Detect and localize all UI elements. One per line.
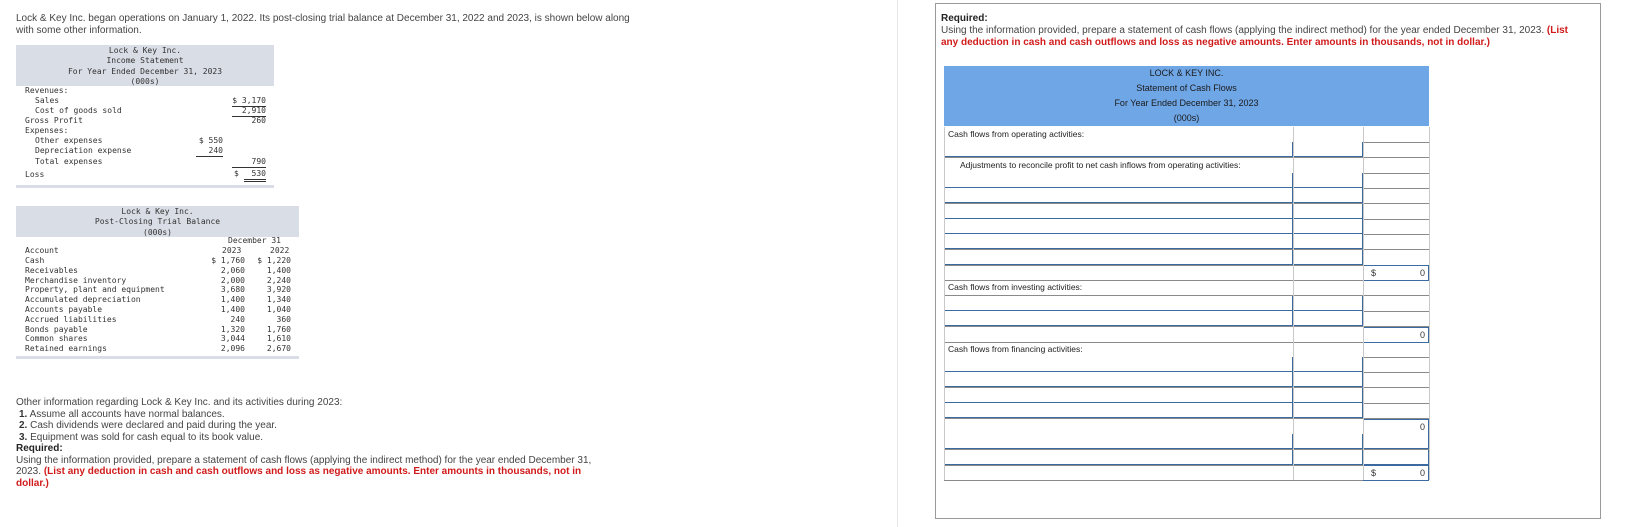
- cf-row: [944, 419, 1429, 435]
- dep-exp-label: Depreciation expense: [35, 146, 132, 155]
- cf-period: For Year Ended December 31, 2023: [944, 96, 1429, 111]
- required-left-red: (List any deduction in cash and cash outflows and loss as negative amounts. Enter amounts in thousands, not in dollar.): [16, 466, 582, 489]
- trial-year-2023: 2023: [222, 246, 242, 255]
- trial-value-2022: 1,400: [266, 265, 291, 275]
- other-info-text: Assume all accounts have normal balances.: [29, 408, 225, 420]
- cf-description-input[interactable]: [944, 142, 1293, 157]
- cf-total-cell: [1363, 327, 1429, 343]
- trial-account: Receivables: [25, 265, 78, 275]
- cf-total-cell: [1363, 419, 1429, 435]
- trial-account: Cash: [25, 256, 45, 265]
- cf-description-input[interactable]: [944, 372, 1293, 387]
- cf-amount-input[interactable]: [1293, 173, 1363, 188]
- cf-total-cell: [1363, 465, 1429, 481]
- cf-amount-input[interactable]: [1293, 188, 1363, 203]
- required-right: [941, 13, 1581, 49]
- cf-section-label: Cash flows from investing activities:: [948, 282, 1083, 292]
- cf-description-input[interactable]: [944, 219, 1293, 234]
- trial-value-2022: $ 1,220: [257, 256, 291, 265]
- trial-value-2022: 3,920: [266, 285, 291, 295]
- intro-text: Lock & Key Inc. began operations on January 1, 2022. Its post-closing trial balance at December 31, 2022 and 2023, is shown below along with some other information.: [16, 13, 630, 36]
- trial-account: Retained earnings: [25, 344, 107, 354]
- cf-description-input[interactable]: [944, 311, 1293, 326]
- revenues-label: Revenues:: [25, 86, 69, 95]
- cf-amount-input[interactable]: [1293, 388, 1363, 403]
- trial-account: Accrued liabilities: [25, 314, 117, 324]
- trial-value-2023: 2,096: [220, 344, 245, 354]
- trial-value-2023: 2,060: [220, 265, 245, 275]
- income-period: For Year Ended December 31, 2023: [67, 66, 223, 76]
- cf-amount-input[interactable]: [1293, 204, 1363, 219]
- income-company: Lock & Key Inc.: [108, 46, 182, 55]
- gross-label: Gross Profit: [25, 116, 83, 125]
- cf-row: [944, 327, 1429, 343]
- other-info-items: [16, 409, 342, 444]
- cf-description-input[interactable]: [944, 450, 1293, 465]
- gross-value: 260: [251, 116, 266, 125]
- required-left: [16, 443, 606, 489]
- other-info-num: 2.: [19, 420, 28, 431]
- income-statement-header: [16, 45, 274, 86]
- cf-description-input[interactable]: [944, 403, 1293, 418]
- cf-amount-input[interactable]: [1293, 357, 1363, 372]
- expenses-label: Expenses:: [25, 126, 69, 135]
- cf-amount-input[interactable]: [1293, 142, 1363, 157]
- trial-value-2022: 1,610: [266, 334, 291, 344]
- other-info-num: 1.: [19, 408, 28, 420]
- cf-section-label: Cash flows from financing activities:: [948, 344, 1083, 354]
- cf-amount-input[interactable]: [1293, 234, 1363, 249]
- cf-total-input[interactable]: [1363, 450, 1429, 465]
- column-divider: [897, 0, 898, 527]
- other-info-text: Cash dividends were declared and paid during the year.: [30, 420, 277, 431]
- trial-company: Lock & Key Inc.: [121, 207, 194, 216]
- cf-amount-input[interactable]: [1293, 372, 1363, 387]
- trial-value-2022: 360: [276, 314, 291, 324]
- trial-account: Property, plant and equipment: [25, 285, 165, 295]
- cf-section-label: Adjustments to reconcile profit to net cash inflows from operating activities:: [960, 160, 1241, 170]
- trial-value-2023: 3,680: [220, 285, 245, 295]
- trial-year-2022: 2022: [270, 246, 290, 255]
- income-footer-bar: [16, 185, 274, 188]
- income-title: Income Statement: [106, 56, 184, 66]
- dep-exp-value: 240: [196, 146, 223, 157]
- trial-account: Accounts payable: [25, 305, 103, 314]
- loss-sign: $: [234, 169, 239, 178]
- trial-value-2022: 1,760: [266, 324, 291, 334]
- cf-description-input[interactable]: [944, 357, 1293, 372]
- cf-total-value: 0: [1419, 330, 1425, 340]
- other-exp-label: Other expenses: [35, 136, 103, 145]
- trial-title: Post-Closing Trial Balance: [94, 217, 221, 227]
- required-left-title: Required:: [16, 443, 63, 454]
- trial-date-header: December 31: [228, 236, 281, 245]
- other-info: [16, 397, 342, 443]
- other-info-item: [16, 420, 342, 432]
- cf-description-input[interactable]: [944, 388, 1293, 403]
- other-info-item: [16, 409, 342, 421]
- trial-units: (000s): [143, 227, 172, 237]
- cf-amount-input[interactable]: [1293, 434, 1363, 449]
- trial-value-2022: 1,340: [266, 295, 291, 305]
- cf-grid-line: [1429, 127, 1430, 480]
- loss-label: Loss: [25, 170, 45, 179]
- cf-grid-line: [1363, 127, 1364, 480]
- loss-value: 530: [244, 169, 266, 182]
- trial-value-2023: 240: [230, 314, 245, 324]
- cf-grid-line: [1293, 127, 1294, 480]
- cf-amount-input[interactable]: [1293, 296, 1363, 311]
- cf-row: [944, 465, 1429, 481]
- trial-value-2022: 1,040: [266, 305, 291, 314]
- trial-account: Bonds payable: [25, 324, 88, 334]
- trial-value-2023: 1,320: [220, 324, 245, 334]
- cf-total-value: 0: [1419, 468, 1425, 478]
- cf-description-input[interactable]: [944, 188, 1293, 203]
- trial-value-2023: 1,400: [220, 305, 245, 314]
- trial-value-2023: 1,400: [220, 295, 245, 305]
- trial-balance-header: [16, 206, 299, 237]
- cf-title: Statement of Cash Flows: [944, 81, 1429, 96]
- cf-description-input[interactable]: [944, 296, 1293, 311]
- trial-account-header: Account: [25, 246, 59, 255]
- cf-amount-input[interactable]: [1293, 311, 1363, 326]
- cf-units: (000s): [944, 111, 1429, 126]
- cf-total-value: 0: [1419, 268, 1425, 278]
- other-info-item: [16, 432, 342, 444]
- cf-section-label: Cash flows from operating activities:: [948, 129, 1085, 139]
- cf-total-value: 0: [1419, 422, 1425, 432]
- trial-value-2022: 2,670: [266, 344, 291, 354]
- other-info-num: 3.: [19, 431, 28, 443]
- trial-value-2023: $ 1,760: [211, 256, 245, 265]
- trial-account: Merchandise inventory: [25, 275, 127, 285]
- cf-grid-line: [944, 127, 945, 480]
- required-right-text: Using the information provided, prepare a statement of cash flows (applying the indirect method) for the year ended December 31, 2023.: [941, 25, 1545, 36]
- cogs-label: Cost of goods sold: [35, 106, 122, 115]
- cf-description-input[interactable]: [944, 234, 1293, 249]
- cf-description-input[interactable]: [944, 250, 1293, 265]
- trial-value-2023: 3,044: [220, 334, 245, 344]
- other-info-text: Equipment was sold for cash equal to its book value.: [30, 431, 264, 443]
- trial-account: Accumulated depreciation: [25, 295, 141, 305]
- cf-dollar-sign: $: [1371, 468, 1377, 478]
- cf-description-input[interactable]: [944, 204, 1293, 219]
- other-info-title: Other information regarding Lock & Key Inc. and its activities during 2023:: [16, 397, 343, 408]
- cf-description-input[interactable]: [944, 434, 1293, 449]
- trial-footer-bar: [16, 356, 299, 359]
- cf-dollar-sign: $: [1371, 268, 1377, 278]
- cf-amount-input[interactable]: [1293, 219, 1363, 234]
- total-exp-value: 790: [232, 157, 266, 168]
- required-right-red: (List any deduction in cash and cash outflows and loss as negative amounts. Enter amounts in thousands, not in dollar.): [941, 25, 1569, 48]
- cf-description-input[interactable]: [944, 173, 1293, 188]
- cf-amount-input[interactable]: [1293, 450, 1363, 465]
- trial-value-2023: 2,000: [220, 275, 245, 285]
- cf-total-cell: [1363, 265, 1429, 281]
- cf-amount-input[interactable]: [1293, 250, 1363, 265]
- required-left-text: Using the information provided, prepare a statement of cash flows (applying the indirect method) for the year ended December 31, 2023.: [16, 454, 592, 477]
- sales-label: Sales: [35, 96, 60, 105]
- income-units: (000s): [130, 77, 160, 87]
- cf-total-input[interactable]: [1363, 434, 1429, 449]
- cf-amount-input[interactable]: [1293, 403, 1363, 418]
- total-exp-label: Total expenses: [35, 157, 103, 166]
- trial-account: Common shares: [25, 334, 88, 344]
- other-exp-value: $ 550: [198, 136, 223, 145]
- cf-company: LOCK & KEY INC.: [944, 66, 1429, 81]
- sales-value: $ 3,170: [232, 96, 266, 105]
- cf-row: [944, 265, 1429, 281]
- trial-value-2022: 2,240: [266, 275, 291, 285]
- cogs-value: 2,910: [232, 106, 266, 117]
- required-right-title: Required:: [941, 13, 988, 24]
